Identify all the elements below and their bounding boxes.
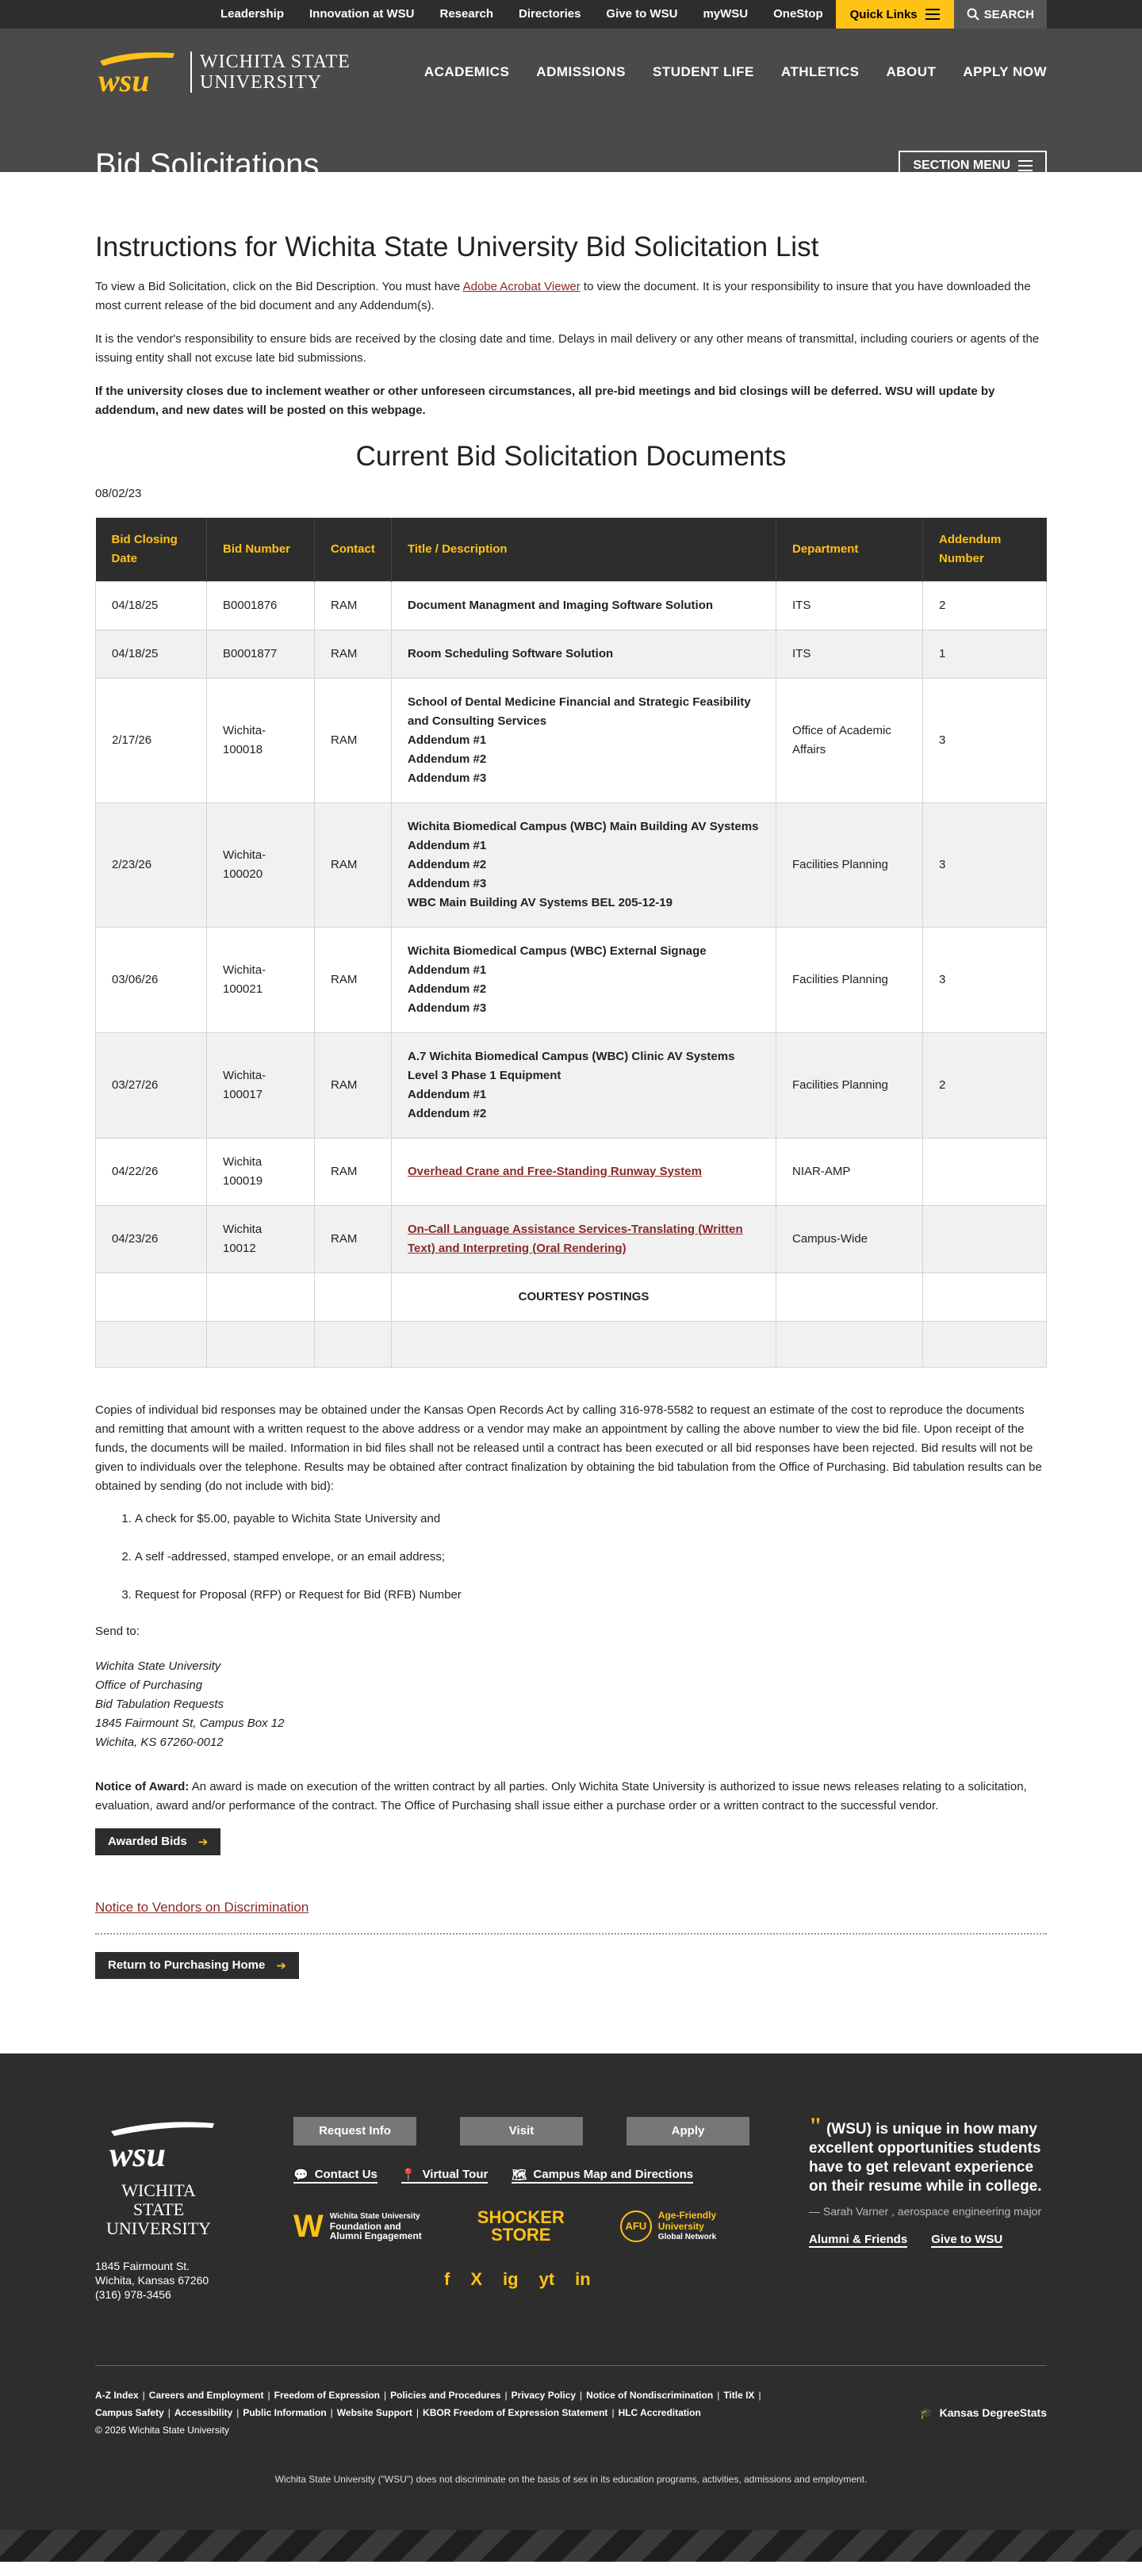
quick-links-label: Quick Links [849,7,918,21]
hamburger-icon [925,9,940,20]
divider [95,1933,1047,1935]
social-links [293,2269,769,2290]
wsu-logo[interactable] [95,47,351,98]
return-home-label: Return to Purchasing Home [108,1958,266,1972]
purchasing-address [95,1657,1047,1752]
cell-addendum-number: 3 [923,802,1047,927]
cell-title [392,1205,776,1273]
copyright: © 2026 Wichita State University [95,2424,229,2436]
bid-title-link[interactable]: Room Scheduling Software Solution [408,646,614,660]
cell-closing-date: 2/23/26 [96,802,207,927]
footer-link[interactable]: A-Z Index [95,2389,139,2401]
list-item: 2. A self -addressed, stamped envelope, or an email address; [135,1548,1047,1566]
addendum-link[interactable]: Addendum #3 [408,1001,487,1015]
campus-map-label: Campus Map and Directions [533,2168,694,2181]
bid-table [95,518,1047,1368]
logo-mark-text: wsu [98,63,150,98]
footer-link[interactable]: Website Support [336,2406,412,2418]
nav-apply-now[interactable]: APPLY NOW [963,64,1047,79]
footer-link[interactable]: Notice of Nondiscrimination [586,2389,714,2401]
table-row [96,678,1047,802]
addendum-link[interactable]: Addendum #2 [408,982,487,996]
cell-closing-date: 2/17/26 [96,678,207,802]
address-line: Wichita State University [95,1659,221,1673]
return-purchasing-home-button[interactable] [95,1952,299,1979]
cell-department: Facilities Planning [776,802,923,927]
courtesy-postings-label: COURTESY POSTINGS [392,1273,776,1321]
footer-stripe [0,2530,1142,2562]
nav-about[interactable]: ABOUT [886,64,937,79]
address-line: 1845 Fairmount St. [95,2259,190,2272]
cell-bid-number: Wichita 10012 [207,1205,315,1273]
table-row [96,1032,1047,1138]
cell-closing-date: 04/22/26 [96,1138,207,1205]
cell-addendum-number: 2 [923,581,1047,630]
cell-contact: RAM [315,1138,392,1205]
col-header-number: Bid Number [207,518,315,581]
bid-title-link[interactable]: Document Managment and Imaging Software Solution [408,598,714,612]
cell-closing-date: 04/18/25 [96,630,207,678]
nav-academics[interactable]: ACADEMICS [423,64,510,79]
quote-attribution: — Sarah Varner , aerospace engineering major [809,2204,1042,2218]
cell-title [392,581,776,630]
util-link-mywsu[interactable]: myWSU [703,7,749,21]
facebook-icon[interactable]: f [444,2268,450,2289]
nondiscrimination-disclaimer: Wichita State University ("WSU") does not discriminate on the basis of sex in its education programs, activities, admissions and employment. [274,2473,868,2485]
footer-link[interactable]: Privacy Policy [511,2389,577,2401]
cell-closing-date: 04/23/26 [96,1205,207,1273]
nav-student-life[interactable]: STUDENT LIFE [652,64,754,79]
linkedin-icon[interactable]: in [575,2268,591,2289]
col-header-title: Title / Description [392,518,776,581]
virtual-tour-link[interactable] [401,2168,488,2184]
cell-addendum-number [923,1205,1047,1273]
cell-contact: RAM [315,630,392,678]
bid-title-link[interactable]: On-Call Language Assistance Services-Translating (Written Text) and Interpreting (Oral Rendering) [408,1222,743,1255]
section-menu-button[interactable] [899,151,1047,181]
search-button[interactable] [954,0,1047,29]
cell-closing-date: 03/27/26 [96,1032,207,1138]
cell-department: Facilities Planning [776,1032,923,1138]
empty-row [96,1321,1047,1367]
cell-addendum-number: 1 [923,630,1047,678]
table-row [96,927,1047,1032]
kansas-degreestats-link[interactable]: 🎓 Kansas DegreeStats [919,2387,1047,2439]
addendum-link[interactable]: Addendum #1 [408,733,487,747]
youtube-icon[interactable]: yt [538,2268,555,2289]
campus-map-link[interactable] [512,2168,693,2184]
nav-athletics[interactable]: ATHLETICS [780,64,860,79]
bid-title-link[interactable]: Wichita Biomedical Campus (WBC) Main Building AV Systems [408,819,759,833]
records-paragraph: Copies of individual bid responses may be obtained under the Kansas Open Records Act by calling 316-978-5582 to request an estimate of the cost to reproduce the documents and remitting that amount with a written request to the above address or a vendor may make an appointment by calling the above number to view the bid file. Upon receipt of the funds, the documents will be mailed. Information in bid files shall not be released until a contract has been executed or all bid responses have been rejected. Bid results will not be given to individuals over the telephone. Results may be obtained after contract finalization by obtaining the bid tabulation from the Office of Purchasing. Bid tabulation results can be obtained by sending (do not include with bid): [95,1403,1042,1493]
age-friendly-logo[interactable]: AFU Age-Friendly University Global Network [620,2210,716,2243]
address-line: Bid Tabulation Requests [95,1697,224,1711]
table-row [96,1138,1047,1205]
bid-title-link[interactable]: A.7 Wichita Biomedical Campus (WBC) Clinic AV Systems Level 3 Phase 1 Equipment [408,1049,735,1082]
addendum-link[interactable]: Addendum #3 [408,876,487,890]
cell-department: Campus-Wide [776,1205,923,1273]
instructions-heading: Instructions for Wichita State University Bid Solicitation List [95,232,819,262]
cell-department: NIAR-AMP [776,1138,923,1205]
footer-address [95,2259,254,2302]
awarded-bids-button[interactable] [95,1828,220,1855]
footer-bottom-links: A-Z Index | Careers and Employment | Freedom of Expression | Policies and Procedures | Privacy Policy | Notice of Nondiscrimination | Title IX | Campus Safety | Accessibility | Public Information | Website Support | KBOR Freedom of Expression Statement | HLC Accreditation © 2026 Wichita State University [95,2389,761,2436]
list-item: 3. Request for Proposal (RFP) or Request for Bid (RFB) Number [135,1587,1047,1604]
addendum-link[interactable]: Addendum #2 [408,1106,487,1120]
addendum-link[interactable]: Addendum #3 [408,771,487,785]
instructions-paragraph-1: To view a Bid Solicitation, click on the Bid Description. You must have Adobe Acrobat Viewer to view the document. It is your responsibility to insure that you have downloaded the most current release of the bid document and any Addendum(s). [95,280,1031,312]
cell-contact: RAM [315,1032,392,1138]
table-row [96,581,1047,630]
cell-title [392,678,776,802]
addendum-link[interactable]: Addendum #2 [408,752,487,766]
cell-title [392,927,776,1032]
notice-of-award: Notice of Award: An award is made on execution of the written contract by all parties. Only Wichita State University is authorized to issue news releases relating to a solicitation, evaluation, award and/or performance of the contract. The Office of Purchasing shall issue either a purchase order or a written contract to the successful vendor. [95,1779,1027,1812]
bid-title-link[interactable]: School of Dental Medicine Financial and Strategic Feasibility and Consulting Services [408,695,751,728]
footer-link[interactable]: Freedom of Expression [274,2389,381,2401]
site-header [0,29,1142,182]
cell-bid-number: Wichita 100019 [207,1138,315,1205]
table-row [96,1205,1047,1273]
cell-bid-number: B0001877 [207,630,315,678]
cell-bid-number: Wichita-100018 [207,678,315,802]
update-date: 08/02/23 [95,487,142,500]
footer-logo-text-line2: UNIVERSITY [106,2218,211,2238]
map-icon: 🗺 [512,2168,527,2182]
cell-department: Facilities Planning [776,927,923,1032]
footer-link[interactable]: HLC Accreditation [618,2406,701,2418]
addendum-link[interactable]: Addendum #1 [408,963,487,977]
page-title: Bid Solicitations [95,147,320,182]
address-line: Office of Purchasing [95,1678,203,1692]
col-header-addendum: Addendum Number [923,518,1047,581]
cell-bid-number: Wichita-100017 [207,1032,315,1138]
arrow-right-icon: ➔ [197,1835,209,1849]
cell-bid-number: B0001876 [207,581,315,630]
tabulation-steps [135,1510,1047,1604]
footer-link[interactable]: Title IX [723,2389,755,2401]
contact-us-label: Contact Us [314,2168,377,2181]
chat-icon: 💬 [293,2168,308,2182]
cell-title [392,802,776,927]
cell-title [392,1138,776,1205]
footer-logo-wordmark [95,2181,222,2238]
util-link-directories[interactable]: Directories [519,7,581,21]
phone-number[interactable]: (316) 978-3456 [95,2287,171,2301]
cell-contact: RAM [315,927,392,1032]
cell-department: ITS [776,581,923,630]
search-label: SEARCH [983,7,1034,21]
util-link-onestop[interactable]: OneStop [773,7,823,21]
x-twitter-icon[interactable]: X [470,2268,483,2289]
cell-title [392,630,776,678]
vendor-discrimination-link[interactable]: Notice to Vendors on Discrimination [95,1899,309,1915]
col-header-contact: Contact [315,518,392,581]
cell-closing-date: 04/18/25 [96,581,207,630]
give-to-wsu-link[interactable]: Give to WSU [931,2232,1003,2246]
student-quote: " (WSU) is unique in how many excellent opportunities students have to get relevant experience on their resume while in college. [809,2112,1042,2195]
logo-text-line1: WICHITA STATE [200,52,351,72]
table-header-row [96,518,1047,581]
nav-admissions[interactable]: ADMISSIONS [536,64,626,79]
addendum-link[interactable]: Addendum #1 [408,838,487,852]
cell-addendum-number: 2 [923,1032,1047,1138]
map-pin-icon: 📍 [400,2168,416,2182]
apply-button[interactable]: Apply [627,2117,749,2145]
footer-link[interactable]: Campus Safety [95,2406,164,2418]
cell-contact: RAM [315,802,392,927]
footer-link[interactable]: KBOR Freedom of Expression Statement [423,2406,608,2418]
addendum-link[interactable]: Addendum #2 [408,857,487,871]
notice-label: Notice of Award: [95,1779,190,1793]
cell-department: Office of Academic Affairs [776,678,923,802]
instagram-icon[interactable]: ig [503,2268,519,2289]
instructions-paragraph-3: If the university closes due to inclement weather or other unforeseen circumstances, all pre-bid meetings and bid closings will be deferred. WSU will update by addendum, and new dates will be posted on this webpage. [95,385,995,417]
footer-logo-mark-text: wsu [109,2134,166,2172]
main-content [0,232,1142,1979]
logo-wordmark [190,52,351,93]
current-bids-heading: Current Bid Solicitation Documents [355,441,787,472]
logo-text-line2: UNIVERSITY [200,72,322,93]
utility-bar [0,0,1142,29]
visit-button[interactable]: Visit [460,2117,583,2145]
footer-link[interactable]: Careers and Employment [148,2389,264,2401]
instructions-paragraph-2: It is the vendor's responsibility to ensure bids are received by the closing date and time. Delays in mail delivery or any other means of transmittal, including couriers or agents of the issuing entity shall not excuse late bid submissions. [95,332,1040,365]
cell-addendum-number: 3 [923,678,1047,802]
request-info-button[interactable]: Request Info [293,2117,416,2145]
cell-department: ITS [776,630,923,678]
afu-icon: AFU [620,2210,652,2242]
cell-title [392,1032,776,1138]
search-icon [967,8,979,21]
wsu-shocker-logo [95,47,182,98]
footer-divider [95,2365,1047,2366]
util-link-innovation[interactable]: Innovation at WSU [309,7,415,21]
footer-wsu-logo[interactable] [95,2117,230,2172]
table-row [96,630,1047,678]
main-nav [424,64,1047,80]
address-line: Wichita, KS 67260-0012 [95,1735,224,1749]
list-item: 1. A check for $5.00, payable to Wichita State University and [135,1510,1047,1528]
site-footer [0,2054,1142,2562]
addendum-link[interactable]: Addendum #1 [408,1087,487,1101]
cell-contact: RAM [315,1205,392,1273]
address-line: Wichita, Kansas 67260 [95,2273,209,2287]
arrow-right-icon: ➔ [276,1958,286,1973]
cell-bid-number: Wichita-100020 [207,802,315,927]
util-link-research[interactable]: Research [439,7,494,21]
hamburger-icon [1018,160,1033,171]
foundation-logo[interactable]: W Wichita State University Foundation and Alumni Engagement [293,2208,422,2244]
quick-links-button[interactable] [836,0,954,29]
cell-closing-date: 03/06/26 [96,927,207,1032]
alumni-friends-link[interactable]: Alumni & Friends [809,2232,908,2246]
footer-logo-text-line1: WICHITA STATE [121,2180,196,2219]
footer-link[interactable]: Accessibility [174,2406,233,2418]
cell-addendum-number: 3 [923,927,1047,1032]
footer-link[interactable]: Policies and Procedures [390,2389,501,2401]
quote-mark-icon: " [809,2112,822,2139]
footer-link[interactable]: Public Information [243,2406,327,2418]
courtesy-postings-row [96,1273,1047,1321]
util-link-leadership[interactable]: Leadership [220,7,284,21]
shocker-store-logo[interactable]: SHOCKER STORE [477,2207,565,2245]
send-to-label: Send to: [95,1624,140,1638]
col-header-date: Bid Closing Date [96,518,207,581]
foundation-w-icon: W [293,2208,324,2244]
virtual-tour-label: Virtual Tour [422,2168,489,2181]
graduation-cap-icon: 🎓 [919,2406,933,2419]
addendum-link[interactable]: WBC Main Building AV Systems BEL 205-12-19 [408,895,673,909]
section-menu-label: SECTION MENU [913,158,1010,172]
table-row [96,802,1047,927]
cell-contact: RAM [315,581,392,630]
awarded-bids-label: Awarded Bids [108,1835,187,1848]
adobe-acrobat-link[interactable]: Adobe Acrobat Viewer [462,280,581,293]
col-header-department: Department [776,518,923,581]
cell-addendum-number [923,1138,1047,1205]
cell-contact: RAM [315,678,392,802]
cell-bid-number: Wichita-100021 [207,927,315,1032]
contact-us-link[interactable] [293,2168,377,2184]
bid-title-link[interactable]: Overhead Crane and Free-Standing Runway System [408,1164,702,1178]
util-link-give[interactable]: Give to WSU [606,7,678,21]
address-line: 1845 Fairmount St, Campus Box 12 [95,1716,285,1730]
bid-title-link[interactable]: Wichita Biomedical Campus (WBC) External Signage [408,944,707,958]
